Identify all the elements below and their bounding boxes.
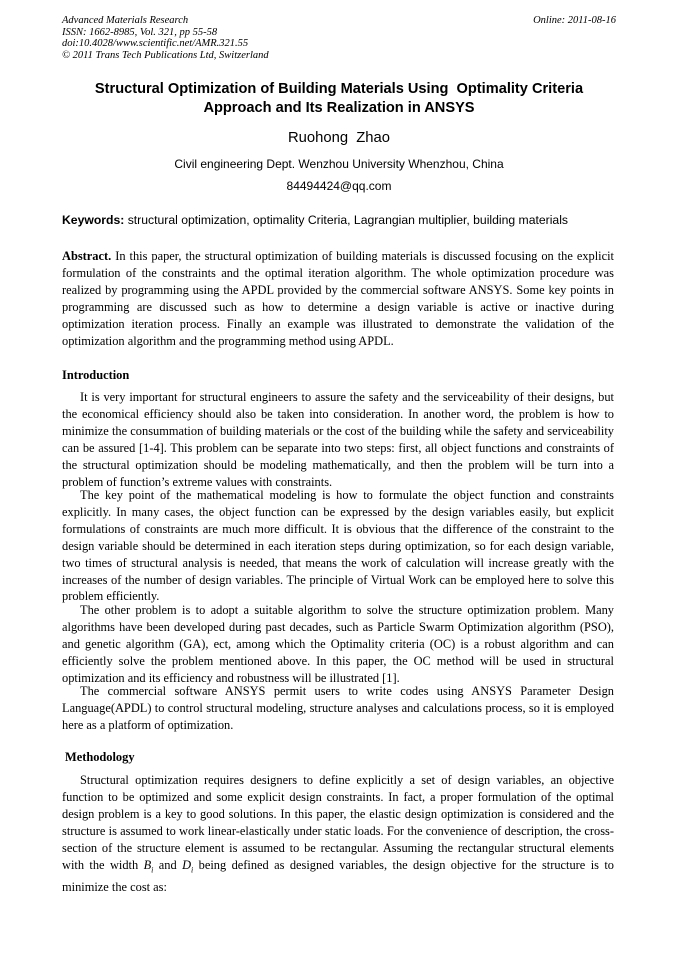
keywords-line (62, 213, 622, 227)
methodology-heading: Methodology (65, 750, 135, 764)
methodology-text-b: being defined as designed variables, the design objective for the structure is to minimize the cost as: (62, 857, 614, 894)
abstract-text: In this paper, the structural optimization of building materials is discussed focusing on the explicit formulation of the constraints and the optimal iteration algorithm. The whole optimization procedure was realized by programming using the APDL provided by the commercial software ANSYS. Some key points in programming are discussed such as how to determine a design variable is active or inactive during optimization iteration process. Finally an example was illustrated to demonstrate the validation of the optimization algorithm and the programming method using APDL. (62, 249, 614, 348)
journal-name: Advanced Materials Research (62, 15, 189, 26)
intro-paragraph-2: The key point of the mathematical modeling is how to formulate the object function and constraints explicitly. In many cases, the object function can be expressed by the design variables easily, but explicit formulations of constraints are much more difficult. It is obvious that the difference of the constraint to the design variable should be determined in each iteration steps during optimization, so for each design variable, two times of structural analysis is needed, that means the work of calculation will increase greatly with the increases of the number of design variables. The principle of Virtual Work can be employed here to solve this problem efficiently. (62, 488, 614, 604)
copyright-line: © 2011 Trans Tech Publications Ltd, Switzerland (62, 49, 269, 61)
var-width-b: $B_i$ (143, 857, 154, 874)
var-depth-d: $D_i$ (182, 857, 194, 874)
abstract-paragraph (62, 248, 614, 349)
affiliation: Civil engineering Dept. Wenzhou University Whenzhou, China (174, 157, 504, 171)
intro-paragraph-1: It is very important for structural engineers to assure the safety and the serviceability of their designs, but the economical efficiency should also be taken into consideration. In another word, the problem is how to minimize the consummation of building materials or the cost of the building while the safety and serviceability can be assured [1-4]. This problem can be separate into two steps: first, all object functions and constraints of the structural optimization should be modeling mathematically, and then the problem will be turn into a problem of function’s extreme values with constraints. (62, 390, 614, 489)
online-date: Online: 2011-08-16 (533, 15, 616, 26)
title-line-1: Structural Optimization of Building Materials Using Optimality Criteria (94, 81, 584, 97)
paper-title (62, 80, 616, 118)
title-line-2: Approach and Its Realization in ANSYS (203, 100, 475, 116)
keywords-label: Keywords: (62, 213, 125, 227)
methodology-text-a: Structural optimization requires designers to define explicitly a set of design variables, an objective function to be optimized and some explicit design constraints. In fact, a proper formulation of the optimal design problem is a key to good solutions. In this paper, the elastic design optimization is considered and the structure is assumed to work linear-elastically under static loads. For the convenience of description, the cross-section of the structure element is assumed to be rectangular. Assuming the rectangular structural elements with the width (62, 773, 614, 872)
doi-line: doi:10.4028/www.scientific.net/AMR.321.55 (62, 38, 249, 49)
journal-header (62, 15, 616, 61)
methodology-paragraph-1: Structural optimization requires designers to define explicitly a set of design variables, an objective function to be optimized and some explicit design constraints. In fact, a proper formulation of the optimal design problem is a key to good solutions. In this paper, the elastic design optimization is considered and the structure is assumed to work linear-elastically under static loads. For the convenience of description, the cross-section of the structure element is assumed to be rectangular. Assuming the rectangular structural elements with the width $B_i$ and $D_i$ being defined as designed variables, the design objective for the structure is to minimize the cost as: (62, 773, 614, 894)
author-email: 84494424@qq.com (286, 179, 392, 193)
author-name: Ruohong Zhao (287, 130, 390, 146)
keywords-text: structural optimization, optimality Criteria, Lagrangian multiplier, building materials (124, 213, 568, 227)
intro-paragraph-3: The other problem is to adopt a suitable algorithm to solve the structure optimization problem. Many algorithms have been developed during past decades, such as Particle Swarm Optimization algorithm (PSO), and genetic algorithm (GA), ect, among which the Optimality criteria (OC) is a robust algorithm and can efficiently solve the problem mentioned above. In this paper, the OC method will be used in structural optimization and its efficiency and robustness will be illustrated [1]. (62, 603, 614, 685)
abstract-label: Abstract. (62, 249, 112, 263)
issn-line: ISSN: 1662-8985, Vol. 321, pp 55-58 (62, 26, 218, 38)
introduction-heading: Introduction (62, 368, 130, 382)
intro-paragraph-4: The commercial software ANSYS permit users to write codes using ANSYS Parameter Design Language(APDL) to control structural modeling, structure analyses and calculations process, so it is employed here as a platform of optimization. (62, 684, 614, 732)
